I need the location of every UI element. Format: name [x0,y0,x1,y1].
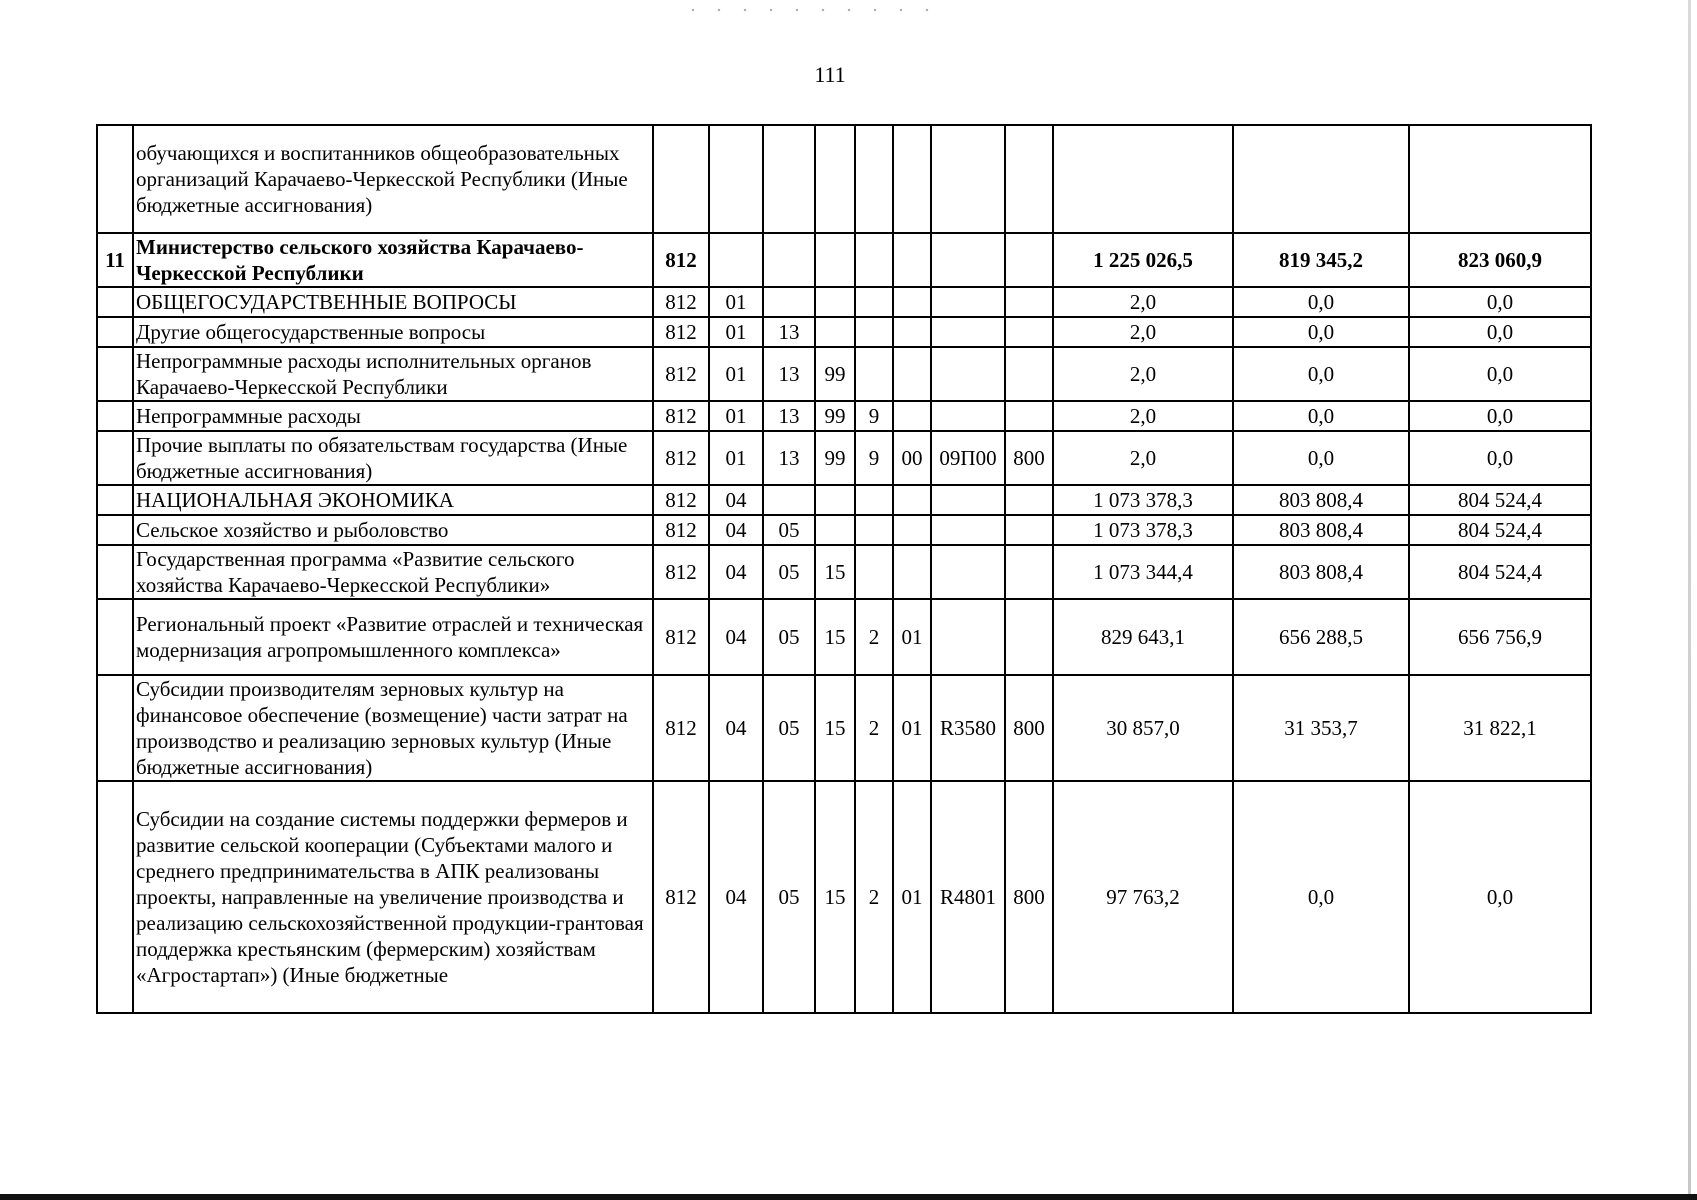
cell-name: Прочие выплаты по обязательствам государства (Иные бюджетные ассигнования) [133,431,653,485]
cell-vedomstvo: 812 [653,675,709,781]
cell-sum-y1: 1 073 378,3 [1053,515,1233,545]
cell-sum-y2: 0,0 [1233,317,1409,347]
cell-vid [1005,599,1053,675]
cell-podrazdel: 05 [763,599,815,675]
cell-vid [1005,545,1053,599]
cell-direction [931,545,1005,599]
cell-main-event [893,233,931,287]
cell-main-event [893,347,931,401]
cell-sum-y1 [1053,125,1233,233]
table-row [97,401,1591,431]
table-row [97,317,1591,347]
cell-vedomstvo: 812 [653,287,709,317]
table-row [97,485,1591,515]
cell-vid [1005,287,1053,317]
table-row [97,431,1591,485]
cell-sum-y1: 97 763,2 [1053,781,1233,1013]
cell-subprogram [855,485,893,515]
cell-sum-y3: 31 822,1 [1409,675,1591,781]
cell-vid: 800 [1005,431,1053,485]
cell-name: Непрограммные расходы исполнительных органов Карачаево-Черкесской Республики [133,347,653,401]
cell-name: Министерство сельского хозяйства Карачаево-Черкесской Республики [133,233,653,287]
cell-vid [1005,485,1053,515]
cell-podrazdel: 13 [763,401,815,431]
cell-subprogram [855,545,893,599]
cell-program: 99 [815,401,855,431]
cell-main-event: 01 [893,675,931,781]
cell-vedomstvo: 812 [653,317,709,347]
cell-vedomstvo [653,125,709,233]
cell-sum-y1: 2,0 [1053,317,1233,347]
cell-sum-y1: 1 073 378,3 [1053,485,1233,515]
cell-sum-y1: 2,0 [1053,431,1233,485]
cell-sum-y2: 31 353,7 [1233,675,1409,781]
cell-vedomstvo: 812 [653,431,709,485]
cell-name: Субсидии на создание системы поддержки фермеров и развитие сельской кооперации (Субъектами малого и среднего предпринимательства в АПК реализованы проекты, направленные на увеличение производства и реализацию сельскохозяйственной продукции-грантовая поддержка крестьянским (фермерским) хозяйствам «Агростартап») (Иные бюджетные [133,781,653,1013]
cell-razdel: 01 [709,287,763,317]
scan-edge [1688,0,1691,1200]
cell-vedomstvo: 812 [653,545,709,599]
cell-program [815,317,855,347]
cell-subprogram [855,347,893,401]
cell-no [97,125,133,233]
cell-vid [1005,401,1053,431]
cell-subprogram [855,515,893,545]
table-row [97,233,1591,287]
cell-program: 15 [815,781,855,1013]
page-number: 111 [814,62,846,87]
table-row [97,515,1591,545]
cell-sum-y3: 0,0 [1409,431,1591,485]
cell-name: Другие общегосударственные вопросы [133,317,653,347]
cell-vid: 800 [1005,675,1053,781]
cell-main-event: 01 [893,781,931,1013]
table-row [97,781,1591,1013]
cell-podrazdel [763,287,815,317]
cell-sum-y1: 1 225 026,5 [1053,233,1233,287]
cell-program: 15 [815,675,855,781]
cell-main-event [893,545,931,599]
cell-vedomstvo: 812 [653,515,709,545]
cell-direction: R3580 [931,675,1005,781]
cell-direction [931,347,1005,401]
cell-program [815,233,855,287]
cell-sum-y1: 2,0 [1053,347,1233,401]
cell-sum-y2: 803 808,4 [1233,485,1409,515]
cell-sum-y2: 0,0 [1233,287,1409,317]
cell-sum-y3 [1409,125,1591,233]
cell-vedomstvo: 812 [653,781,709,1013]
cell-subprogram: 9 [855,401,893,431]
cell-podrazdel: 13 [763,317,815,347]
cell-sum-y2: 0,0 [1233,401,1409,431]
cell-vid [1005,347,1053,401]
cell-name: Субсидии производителям зерновых культур на финансовое обеспечение (возмещение) части затрат на производство и реализацию зерновых культур (Иные бюджетные ассигнования) [133,675,653,781]
cell-main-event: 01 [893,599,931,675]
cell-sum-y3: 0,0 [1409,287,1591,317]
cell-direction [931,233,1005,287]
cell-no [97,317,133,347]
cell-direction [931,125,1005,233]
cell-subprogram [855,125,893,233]
scan-artifact [680,8,940,12]
cell-sum-y1: 2,0 [1053,401,1233,431]
cell-sum-y2: 0,0 [1233,347,1409,401]
cell-vedomstvo: 812 [653,599,709,675]
cell-subprogram: 2 [855,781,893,1013]
cell-no [97,287,133,317]
cell-sum-y3: 804 524,4 [1409,545,1591,599]
cell-razdel [709,233,763,287]
cell-vedomstvo: 812 [653,347,709,401]
cell-vid [1005,233,1053,287]
cell-program: 99 [815,347,855,401]
cell-program: 15 [815,599,855,675]
cell-main-event: 00 [893,431,931,485]
table-row [97,347,1591,401]
cell-razdel: 01 [709,431,763,485]
cell-sum-y1: 1 073 344,4 [1053,545,1233,599]
cell-no [97,485,133,515]
cell-direction: 09П00 [931,431,1005,485]
cell-no [97,781,133,1013]
cell-sum-y3: 656 756,9 [1409,599,1591,675]
table-row [97,545,1591,599]
cell-program [815,125,855,233]
cell-no [97,599,133,675]
cell-razdel [709,125,763,233]
cell-program [815,515,855,545]
cell-razdel: 04 [709,515,763,545]
cell-subprogram [855,317,893,347]
cell-vid: 800 [1005,781,1053,1013]
cell-razdel: 04 [709,485,763,515]
cell-direction [931,599,1005,675]
cell-vid [1005,515,1053,545]
cell-subprogram: 2 [855,675,893,781]
cell-razdel: 04 [709,599,763,675]
cell-no [97,347,133,401]
cell-sum-y1: 2,0 [1053,287,1233,317]
cell-podrazdel [763,125,815,233]
budget-table [96,124,1592,1014]
cell-razdel: 01 [709,347,763,401]
cell-podrazdel: 05 [763,675,815,781]
cell-sum-y2: 656 288,5 [1233,599,1409,675]
cell-program: 99 [815,431,855,485]
cell-sum-y3: 804 524,4 [1409,515,1591,545]
cell-main-event [893,515,931,545]
cell-sum-y2: 803 808,4 [1233,545,1409,599]
cell-main-event [893,485,931,515]
table-row [97,599,1591,675]
cell-vid [1005,125,1053,233]
cell-name: НАЦИОНАЛЬНАЯ ЭКОНОМИКА [133,485,653,515]
cell-sum-y2 [1233,125,1409,233]
cell-sum-y1: 30 857,0 [1053,675,1233,781]
cell-main-event [893,287,931,317]
cell-sum-y3: 823 060,9 [1409,233,1591,287]
cell-sum-y3: 0,0 [1409,317,1591,347]
cell-podrazdel: 13 [763,431,815,485]
cell-sum-y2: 819 345,2 [1233,233,1409,287]
cell-no [97,545,133,599]
cell-podrazdel: 13 [763,347,815,401]
cell-podrazdel: 05 [763,515,815,545]
cell-program [815,287,855,317]
cell-razdel: 04 [709,545,763,599]
cell-direction [931,287,1005,317]
cell-podrazdel: 05 [763,545,815,599]
cell-direction [931,317,1005,347]
cell-name: ОБЩЕГОСУДАРСТВЕННЫЕ ВОПРОСЫ [133,287,653,317]
cell-sum-y2: 0,0 [1233,431,1409,485]
cell-name: обучающихся и воспитанников общеобразовательных организаций Карачаево-Черкесской Республики (Иные бюджетные ассигнования) [133,125,653,233]
cell-direction [931,515,1005,545]
scan-edge-bottom [0,1194,1697,1200]
table-row [97,287,1591,317]
cell-podrazdel [763,485,815,515]
table-body [97,125,1591,1013]
cell-podrazdel: 05 [763,781,815,1013]
cell-no [97,675,133,781]
cell-no [97,515,133,545]
cell-direction [931,485,1005,515]
cell-direction: R4801 [931,781,1005,1013]
cell-sum-y2: 803 808,4 [1233,515,1409,545]
cell-razdel: 01 [709,401,763,431]
cell-subprogram: 9 [855,431,893,485]
cell-vid [1005,317,1053,347]
cell-sum-y3: 0,0 [1409,781,1591,1013]
cell-vedomstvo: 812 [653,401,709,431]
table-row [97,675,1591,781]
cell-program: 15 [815,545,855,599]
cell-main-event [893,401,931,431]
cell-sum-y2: 0,0 [1233,781,1409,1013]
cell-sum-y1: 829 643,1 [1053,599,1233,675]
cell-name: Непрограммные расходы [133,401,653,431]
cell-razdel: 04 [709,675,763,781]
cell-vedomstvo: 812 [653,485,709,515]
cell-razdel: 01 [709,317,763,347]
cell-subprogram [855,233,893,287]
cell-direction [931,401,1005,431]
cell-no [97,431,133,485]
cell-no: 11 [97,233,133,287]
cell-subprogram [855,287,893,317]
cell-program [815,485,855,515]
cell-sum-y3: 804 524,4 [1409,485,1591,515]
table-row [97,125,1591,233]
cell-sum-y3: 0,0 [1409,347,1591,401]
cell-razdel: 04 [709,781,763,1013]
cell-no [97,401,133,431]
cell-subprogram: 2 [855,599,893,675]
cell-sum-y3: 0,0 [1409,401,1591,431]
cell-name: Региональный проект «Развитие отраслей и техническая модернизация агропромышленного комплекса» [133,599,653,675]
cell-main-event [893,125,931,233]
cell-name: Государственная программа «Развитие сельского хозяйства Карачаево-Черкесской Республики» [133,545,653,599]
cell-name: Сельское хозяйство и рыболовство [133,515,653,545]
cell-vedomstvo: 812 [653,233,709,287]
cell-podrazdel [763,233,815,287]
cell-main-event [893,317,931,347]
